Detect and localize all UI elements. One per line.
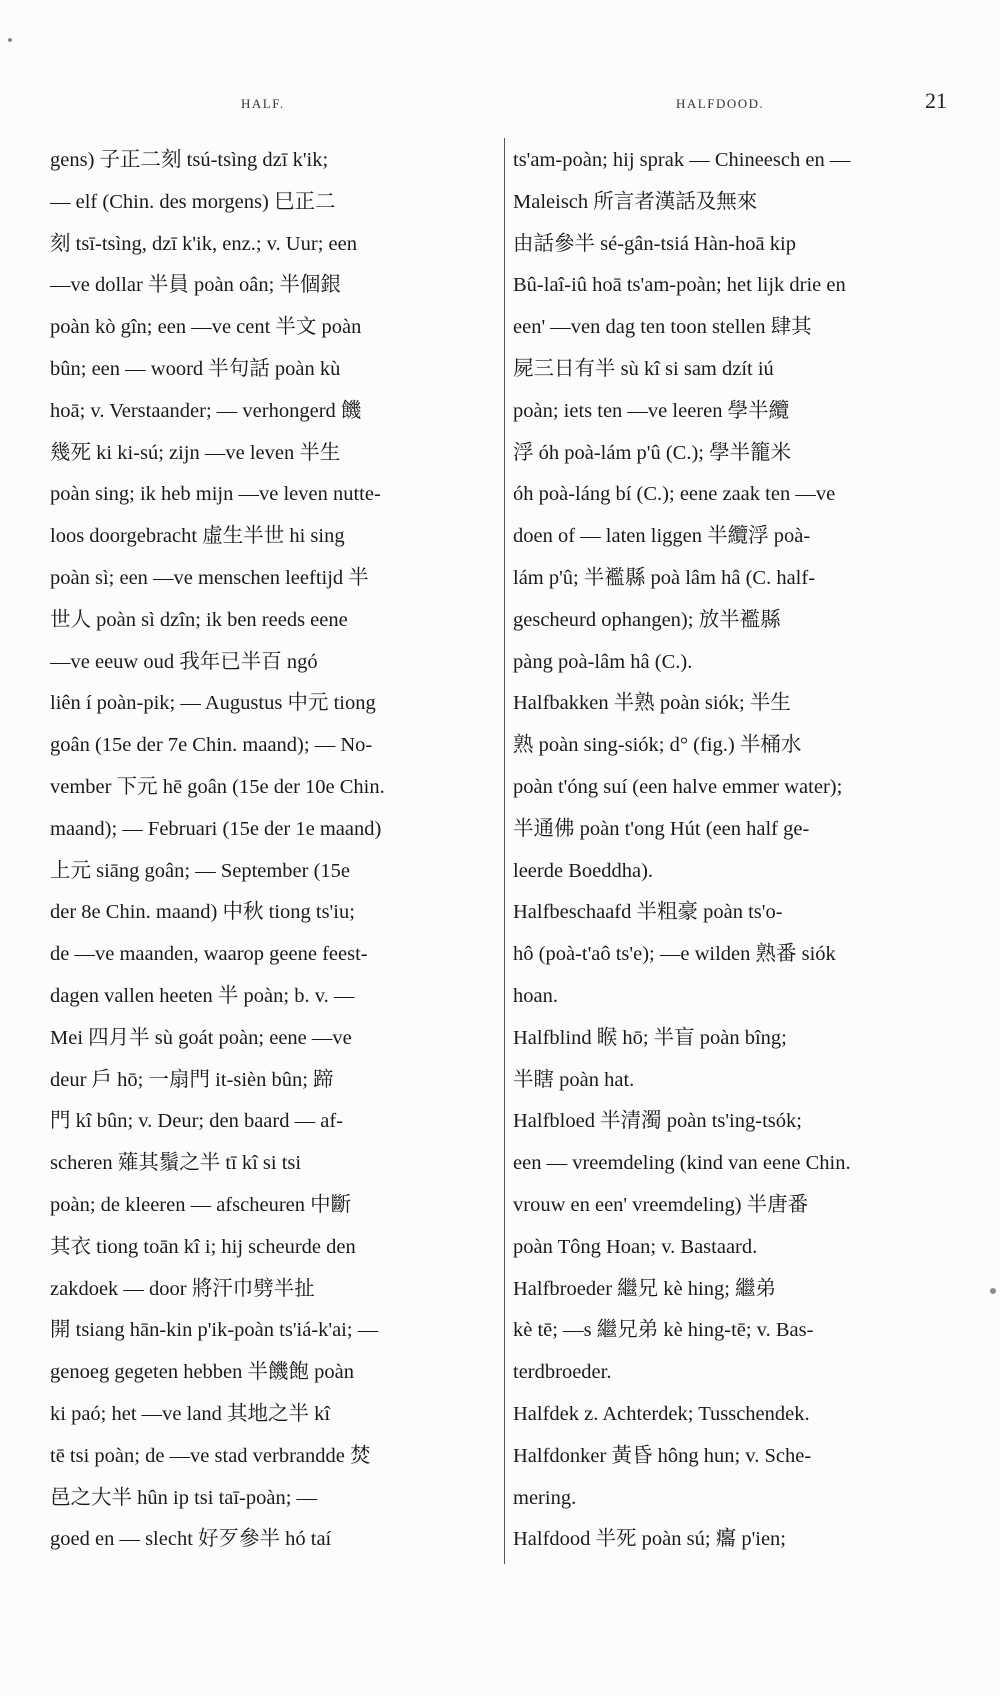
text-line: de —ve maanden, waarop geene feest- [50,943,368,966]
text-line: een' —ven dag ten toon stellen 肆其 [513,316,812,339]
text-line: poàn t'óng suí (een halve emmer water); [513,775,843,798]
text-line: terdbroeder. [513,1361,612,1384]
text-line: der 8e Chin. maand) 中秋 tiong ts'iu; [50,901,355,924]
text-line: poàn; de kleeren — afscheuren 中斷 [50,1193,352,1216]
text-line: Maleisch 所言者漢話及無來 [513,190,758,213]
text-line: poàn; iets ten —ve leeren 學半纜 [513,399,790,422]
running-header-left: HALF. [241,96,285,111]
text-line: — elf (Chin. des morgens) 巳正二 [50,190,336,213]
text-line: 上元 siāng goân; — September (15e [50,859,351,882]
text-line: goân (15e der 7e Chin. maand); — No- [50,734,373,757]
text-line: gens) 子正二刻 tsú-tsìng dzī k'ik; [50,149,329,171]
text-line: hoā; v. Verstaander; — verhongerd 饑 [50,399,362,422]
text-line: 浮 óh poà-lám p'û (C.); 學半籠米 [513,441,792,464]
text-line: Halfdood 半死 poàn sú; 癟 p'ien; [513,1528,787,1551]
text-line: 刻 tsī-tsìng, dzī k'ik, enz.; v. Uur; een [50,232,357,255]
text-line: Halfbroeder 繼兄 kè hing; 繼弟 [513,1277,777,1300]
text-line: Halfbloed 半清濁 poàn ts'ing-tsók; [513,1110,802,1133]
text-line: Halfdonker 黃昏 hông hun; v. Sche- [513,1444,812,1467]
text-line: poàn sì; een —ve menschen leeftijd 半 [50,566,369,589]
text-line: gescheurd ophangen); 放半襤縣 [513,608,781,631]
text-line: 由話參半 sé-gân-tsiá Hàn-hoā kip [513,232,796,255]
text-line: pàng poà-lâm hâ (C.). [513,650,693,673]
text-line: genoeg gegeten hebben 半饑飽 poàn [50,1361,354,1384]
text-line: ts'am-poàn; hij sprak — Chineesch en — [513,149,851,171]
text-line: Halfbakken 半熟 poàn siók; 半生 [513,692,791,715]
text-line: 邑之大半 hûn ip tsi taī-poàn; — [50,1486,318,1509]
text-line: Halfblind 睺 hō; 半盲 poàn bîng; [513,1026,787,1049]
text-line: 世人 poàn sì dzîn; ik ben reeds eene [50,608,348,631]
right-column [513,140,949,1561]
text-line: 熟 poàn sing-siók; d° (fig.) 半桶水 [513,734,802,757]
text-line: poàn Tông Hoan; v. Bastaard. [513,1235,758,1258]
text-line: doen of — laten liggen 半纜浮 poà- [513,525,811,548]
text-line: 屍三日有半 sù kî si sam dzít iú [513,357,774,380]
page-number: 21 [925,88,947,113]
column-divider [504,138,505,1564]
text-line: deur 戶 hō; 一扇門 it-sièn bûn; 蹄 [50,1068,334,1091]
text-line: vember 下元 hē goân (15e der 10e Chin. [50,775,385,798]
text-line: liên í poàn-pik; — Augustus 中元 tiong [50,692,376,715]
text-line: lám p'û; 半襤縣 poà lâm hâ (C. half- [513,566,816,589]
text-line: zakdoek — door 將汗巾劈半扯 [50,1277,315,1300]
text-line: bûn; een — woord 半句話 poàn kù [50,357,341,380]
text-line: 半通佛 poàn t'ong Hút (een half ge- [513,817,810,840]
text-line: goed en — slecht 好歹參半 hó taí [50,1528,332,1551]
running-header-center: HALFDOOD. [676,96,765,111]
text-line: tē tsi poàn; de —ve stad verbrandde 焚 [50,1444,371,1467]
text-line: —ve dollar 半員 poàn oân; 半個銀 [50,274,341,297]
text-line: —ve eeuw oud 我年已半百 ngó [50,650,318,673]
text-line: dagen vallen heeten 半 poàn; b. v. — [50,984,355,1007]
text-line: ki paó; het —ve land 其地之半 kî [50,1402,331,1425]
text-line: Mei 四月半 sù goát poàn; eene —ve [50,1026,352,1049]
text-line: 幾死 ki ki-sú; zijn —ve leven 半生 [50,441,341,464]
text-line: poàn sing; ik heb mijn —ve leven nutte- [50,483,381,506]
text-line: kè tē; —s 繼兄弟 kè hing-tē; v. Bas- [513,1319,814,1342]
left-column [50,140,496,1561]
text-line: óh poà-láng bí (C.); eene zaak ten —ve [513,483,836,506]
page-speck [990,1288,996,1294]
text-line: 半瞎 poàn hat. [513,1068,635,1091]
text-line: hô (poà-t'aô ts'e); —e wilden 熟番 siók [513,943,836,966]
text-line: scheren 薙其鬚之半 tī kî si tsi [50,1152,302,1175]
text-line: loos doorgebracht 虛生半世 hi sing [50,525,345,548]
text-line: vrouw en een' vreemdeling) 半唐番 [513,1193,809,1216]
text-line: 門 kî bûn; v. Deur; den baard — af- [50,1110,343,1133]
text-line: Bû-laî-iû hoā ts'am-poàn; het lijk drie en [513,274,846,297]
page-speck [8,38,12,42]
text-line: maand); — Februari (15e der 1e maand) [50,817,382,840]
text-line: hoan. [513,984,558,1007]
text-line: leerde Boeddha). [513,859,654,882]
text-line: een — vreemdeling (kind van eene Chin. [513,1152,851,1175]
text-line: poàn kò gîn; een —ve cent 半文 poàn [50,316,362,339]
text-line: Halfbeschaafd 半粗豪 poàn ts'o- [513,901,783,924]
text-line: Halfdek z. Achterdek; Tusschendek. [513,1402,810,1425]
text-line: 其衣 tiong toān kî i; hij scheurde den [50,1235,356,1258]
text-line: 開 tsiang hān-kin p'ik-poàn ts'iá-k'ai; — [50,1319,379,1342]
text-line: mering. [513,1486,577,1509]
